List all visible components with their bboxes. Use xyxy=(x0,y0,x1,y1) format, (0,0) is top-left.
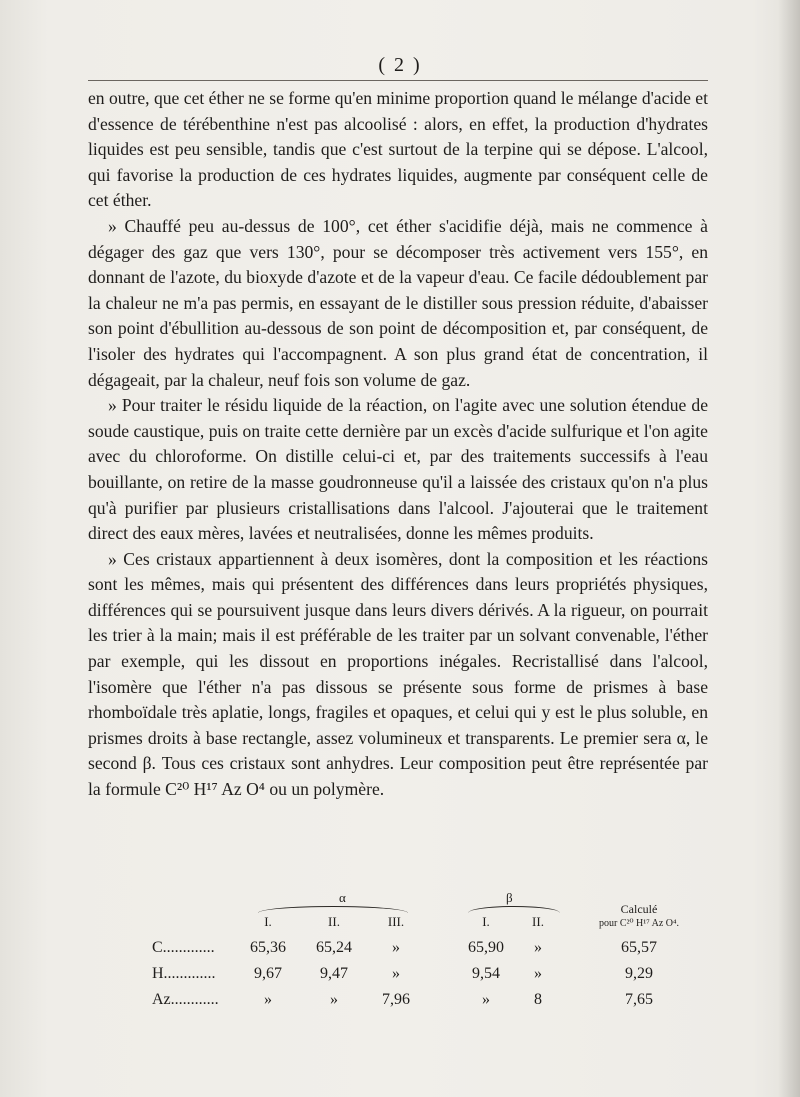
paragraph-4: » Ces cristaux appartiennent à deux isomères, dont la composition et les réactions sont les mêmes, mais qui présentent des différences dans leurs propriétés physiques, différences qui se poursuivent jusque dans leurs divers dérivés. A la rigueur, on pourrait les trier à la main; mais il est préférable de les traiter par un solvant convenable, l'éther par exemple, qui les dissout en proportions inégales. Recristallisé dans l'alcool, l'isomère que l'éther n'a pas dissous se présente sous forme de prismes à base rhomboïdale très aplatie, longs, fragiles et opaques, et celui qui y est le plus soluble, en prismes droits à base rectangle, assez volumineux et transparents. Le premier sera α, le second β. Tous ces cristaux sont anhydres. Leur composition peut être représentée par la formule C²⁰ H¹⁷ Az O⁴ ou un polymère. xyxy=(88,548,708,800)
alpha-col-3-head: III. xyxy=(387,914,405,929)
cell-h-alpha-3: » xyxy=(392,965,400,982)
alpha-group-label: α xyxy=(339,890,346,905)
alpha-col-1-head: I. xyxy=(264,914,272,929)
cell-h-beta-2: » xyxy=(534,965,542,982)
cell-c-alpha-3: » xyxy=(392,939,400,956)
cell-c-alpha-1: 65,36 xyxy=(250,939,286,956)
cell-c-beta-2: » xyxy=(534,939,542,956)
beta-group-label: β xyxy=(506,890,513,905)
cell-c-beta-1: 65,90 xyxy=(468,939,504,956)
cell-h-alpha-1: 9,67 xyxy=(254,965,282,982)
cell-az-alpha-3: 7,96 xyxy=(382,991,410,1008)
page-edge-shadow xyxy=(778,0,800,1097)
row-label-carbon: C............. xyxy=(152,939,215,956)
cell-az-beta-2: 8 xyxy=(534,991,542,1008)
cell-c-calc: 65,57 xyxy=(621,939,657,956)
paragraph-2: » Chauffé peu au-dessus de 100°, cet éther s'acidifie déjà, mais ne commence à dégager des gaz que vers 130°, pour se décomposer très activement vers 155°, en donnant de l'azote, du bioxyde d'azote et de la vapeur d'eau. Ce facile dédoublement par la chaleur ne m'a pas permis, en essayant de le distiller sous pression réduite, d'abaisser son point d'ébullition au-dessous de son point de décomposition et, par conséquent, de l'isoler des hydrates qui l'accompagnent. A son plus grand état de concentration, il dégageait, par la chaleur, neuf fois son volume de gaz. xyxy=(88,215,708,390)
paragraph-3: » Pour traiter le résidu liquide de la réaction, on l'agite avec une solution étendue de soude caustique, puis on traite cette dernière par un excès d'acide sulfurique et l'on agite avec du chloroforme. On distille celui-ci et, par des traitements successifs à l'eau bouillante, on retire de la masse goudronneuse qu'il a laissée des cristaux qu'on n'a plus qu'à purifier par plusieurs cristallisations dans l'alcool. J'ajouterai que le traitement direct des eaux mères, lavées et neutralisées, donne les mêmes produits. xyxy=(88,395,708,544)
cell-h-beta-1: 9,54 xyxy=(472,965,500,982)
page-number: ( 2 ) xyxy=(378,54,422,76)
cell-az-beta-1: » xyxy=(482,991,490,1008)
row-label-hydrogen: H............. xyxy=(152,965,216,982)
calc-formula: pour C²⁰ H¹⁷ Az O⁴. xyxy=(598,918,680,929)
paragraph-1: en outre, que cet éther ne se forme qu'en minime proportion quand le mélange d'acide et d'essence de térébenthine n'est pas alcoolisé : alors, en effet, la production d'hydrates liquides est peu sensible, tandis que c'est surtout de la terpine qui se dépose. L'alcool, qui favorise la production de ces hydrates liquides, augmente par conséquent celle de cet éther. xyxy=(88,88,708,211)
cell-h-calc: 9,29 xyxy=(625,965,653,982)
elemental-analysis-table xyxy=(88,890,718,1030)
cell-c-alpha-2: 65,24 xyxy=(316,939,352,956)
cell-h-alpha-2: 9,47 xyxy=(320,965,348,982)
body-text xyxy=(88,86,708,803)
alpha-col-2-head: II. xyxy=(328,914,340,929)
cell-az-alpha-2: » xyxy=(330,991,338,1008)
cell-az-alpha-1: » xyxy=(264,991,272,1008)
beta-col-2-head: II. xyxy=(532,914,544,929)
beta-brace xyxy=(468,906,560,913)
row-label-nitrogen: Az............ xyxy=(152,991,219,1008)
beta-col-1-head: I. xyxy=(482,914,490,929)
cell-az-calc: 7,65 xyxy=(625,991,653,1008)
header-rule xyxy=(88,80,708,81)
calc-title: Calculé xyxy=(620,902,658,916)
alpha-brace xyxy=(258,906,408,913)
